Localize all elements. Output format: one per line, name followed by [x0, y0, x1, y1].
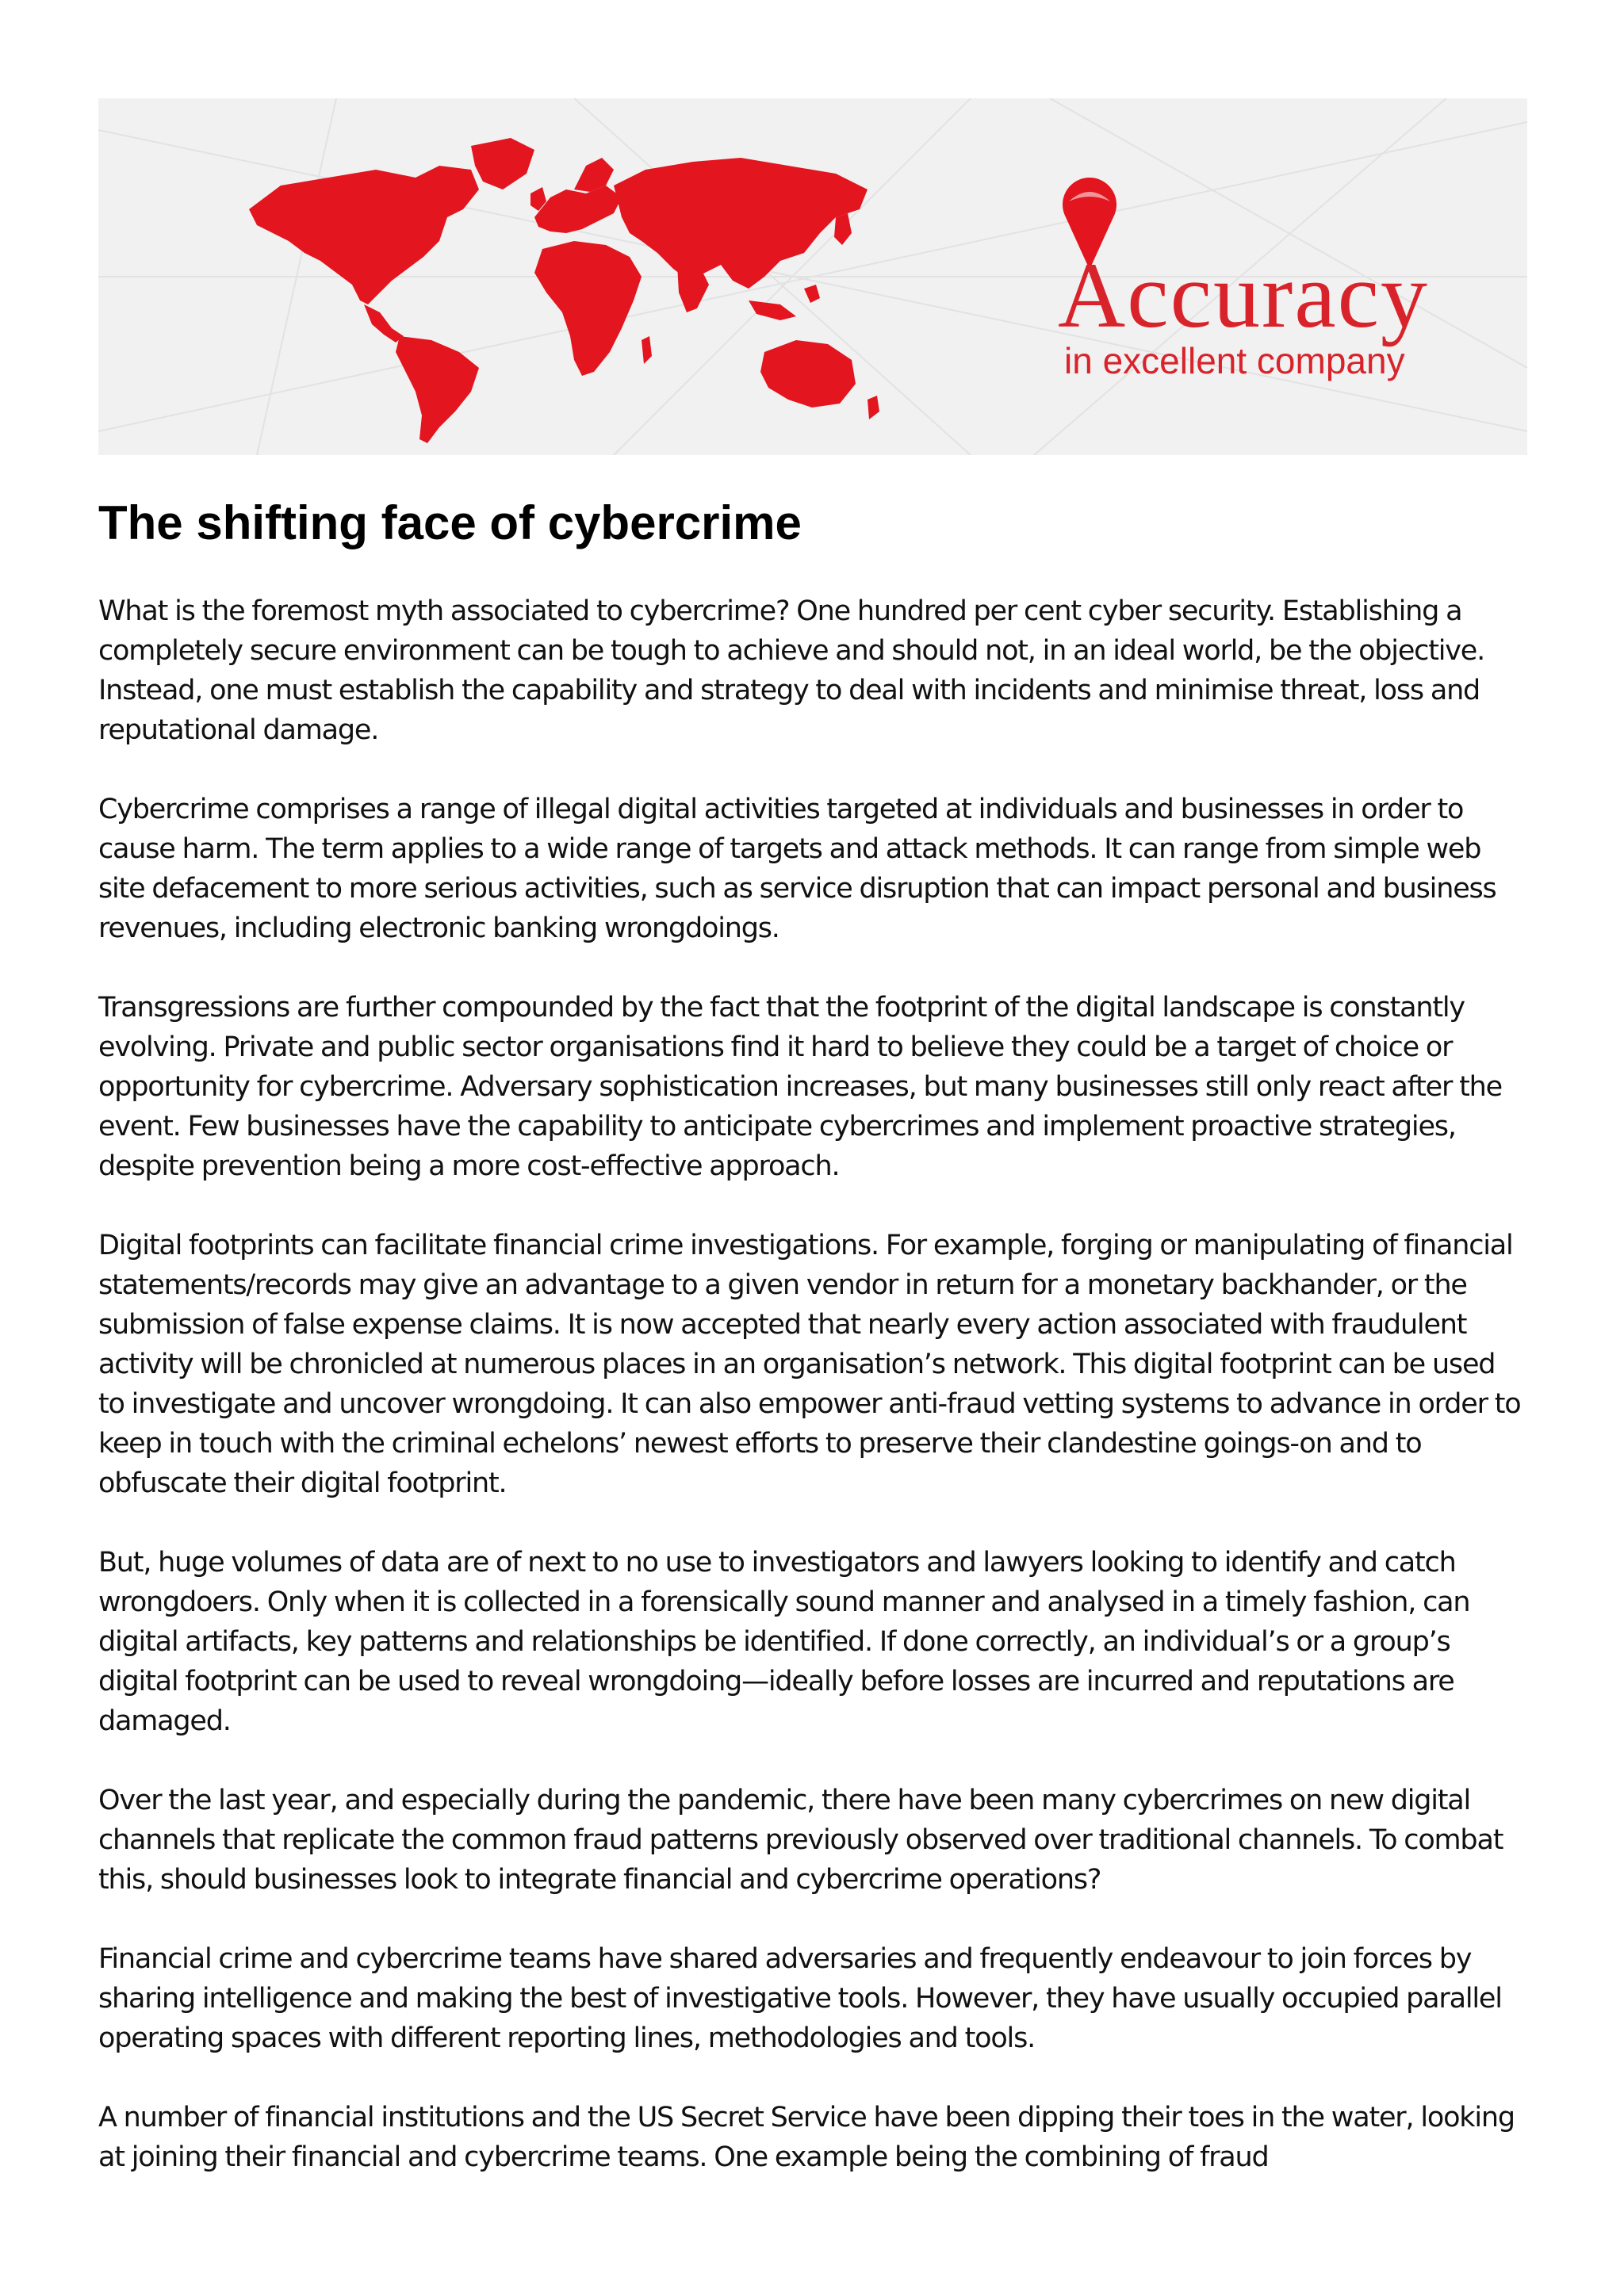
header-banner — [98, 98, 1527, 455]
article-paragraph: Transgressions are further compounded by the fact that the footprint of the digital landscape is constantly evolving. Private and public sector organisations find it hard to believe they could be a target of choice or opportunity for cybercrime. Adversary sophistication increases, but many businesses still only react after the event. Few businesses have the capability to anticipate cybercrimes and implement proactive strategies, despite prevention being a more cost-effective approach. — [98, 992, 1502, 1182]
article-paragraph: Over the last year, and especially during the pandemic, there have been many cybercrimes on new digital channels that replicate the common fraud patterns previously observed over traditional channels. To combat this, should businesses look to integrate financial and cybercrime operations? — [98, 1785, 1503, 1896]
logo-tagline: in excellent company — [1064, 340, 1405, 381]
article-paragraph: Digital footprints can facilitate financial crime investigations. For example, forging or manipulating of financial statements/records may give an advantage to a given vendor in return for a monetary backhander, or the submission of false expense claims. It is now accepted that nearly every action associated with fraudulent activity will be chronicled at numerous places in an organisation’s network. This digital footprint can be used to investigate and uncover wrongdoing. It can also empower anti-fraud vetting systems to advance in order to keep in touch with the criminal echelons’ newest efforts to preserve their clandestine goings-on and to obfuscate their digital footprint. — [98, 1230, 1521, 1499]
world-map-icon — [233, 122, 883, 447]
article-paragraph: Cybercrime comprises a range of illegal digital activities targeted at individuals and businesses in order to cause harm. The term applies to a wide range of targets and attack methods. It can range from simple web site defacement to more serious activities, such as service disruption that can impact personal and business revenues, including electronic banking wrongdoings. — [98, 794, 1496, 944]
article-paragraph: What is the foremost myth associated to cybercrime? One hundred per cent cyber security. Establishing a completely secure environment can be tough to achieve and should not, in an ideal world, be the objective. Instead, one must establish the capability and strategy to deal with incidents and minimise threat, loss and reputational damage. — [98, 595, 1485, 746]
article-body — [98, 492, 1527, 2217]
article-paragraph: A number of financial institutions and the US Secret Service have been dipping their toes in the water, looking at joining their financial and cybercrime teams. One example being the combining of fraud — [98, 2102, 1515, 2173]
article-paragraph: Financial crime and cybercrime teams have shared adversaries and frequently endeavour to join forces by sharing intelligence and making the best of investigative tools. However, they have usually occupied parallel operating spaces with different reporting lines, methodologies and tools. — [98, 1943, 1502, 2054]
article-paragraph: But, huge volumes of data are of next to no use to investigators and lawyers looking to identify and catch wrongdoers. Only when it is collected in a forensically sound manner and analysed in a timely fashion, can digital artifacts, key patterns and relationships be identified. If done correctly, an individual’s or a group’s digital footprint can be used to reveal wrongdoing—ideally before losses are incurred and reputations are damaged. — [98, 1547, 1470, 1737]
article-title: The shifting face of cybercrime — [98, 496, 802, 549]
logo-name: Accuracy — [1058, 243, 1430, 347]
